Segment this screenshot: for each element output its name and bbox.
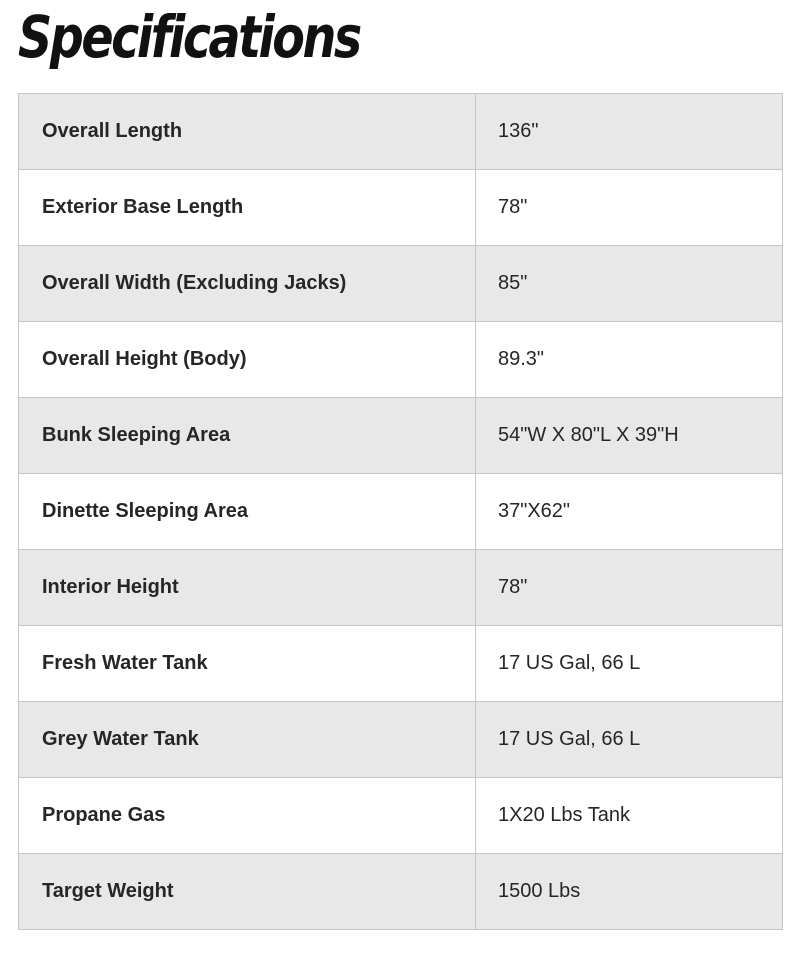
spec-value: 78" — [476, 550, 783, 626]
spec-value: 1500 Lbs — [476, 854, 783, 930]
spec-value: 136" — [476, 94, 783, 170]
table-row — [19, 94, 783, 170]
table-row — [19, 246, 783, 322]
spec-value: 89.3" — [476, 322, 783, 398]
spec-value: 37"X62" — [476, 474, 783, 550]
spec-label: Target Weight — [19, 854, 476, 930]
table-row — [19, 322, 783, 398]
spec-label: Grey Water Tank — [19, 702, 476, 778]
table-row — [19, 550, 783, 626]
spec-value: 17 US Gal, 66 L — [476, 626, 783, 702]
table-row — [19, 702, 783, 778]
table-row — [19, 778, 783, 854]
page-title: Specifications — [18, 3, 360, 71]
spec-value: 78" — [476, 170, 783, 246]
spec-label: Interior Height — [19, 550, 476, 626]
spec-label: Bunk Sleeping Area — [19, 398, 476, 474]
table-row — [19, 474, 783, 550]
table-row — [19, 626, 783, 702]
spec-label: Exterior Base Length — [19, 170, 476, 246]
spec-label: Fresh Water Tank — [19, 626, 476, 702]
spec-value: 85" — [476, 246, 783, 322]
table-row — [19, 854, 783, 930]
spec-label: Overall Length — [19, 94, 476, 170]
spec-value: 17 US Gal, 66 L — [476, 702, 783, 778]
spec-label: Dinette Sleeping Area — [19, 474, 476, 550]
table-row — [19, 170, 783, 246]
specifications-table — [18, 93, 783, 930]
spec-value: 1X20 Lbs Tank — [476, 778, 783, 854]
spec-label: Overall Height (Body) — [19, 322, 476, 398]
spec-value: 54"W X 80"L X 39"H — [476, 398, 783, 474]
table-row — [19, 398, 783, 474]
spec-label: Overall Width (Excluding Jacks) — [19, 246, 476, 322]
spec-label: Propane Gas — [19, 778, 476, 854]
